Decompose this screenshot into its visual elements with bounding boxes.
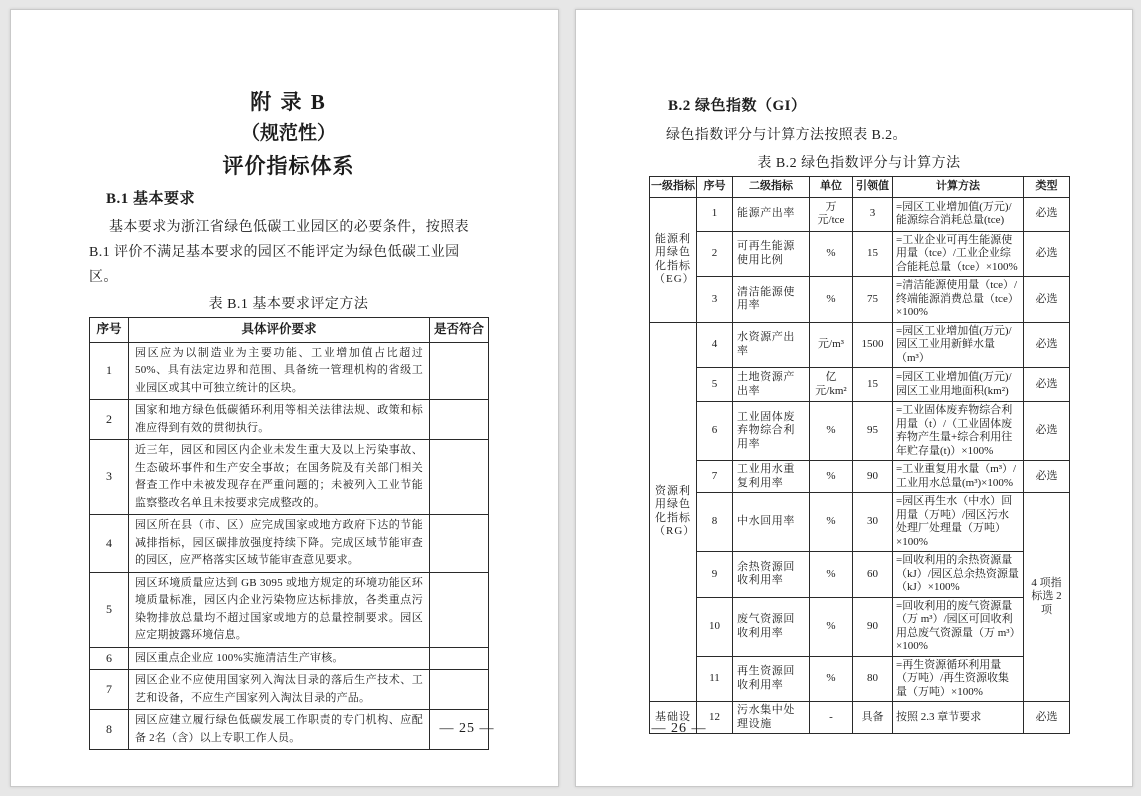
section-b2-paragraph: 绿色指数评分与计算方法按照表 B.2。 [666, 128, 907, 143]
col-header-requirement: 具体评价要求 [129, 318, 430, 343]
calculation-method: =园区工业增加值(万元)/园区工业用新鲜水量（m³） [893, 322, 1024, 368]
row-number: 12 [697, 702, 733, 734]
col-header-unit: 单位 [810, 177, 853, 198]
table-row [90, 572, 489, 647]
indicator-unit: % [810, 597, 853, 656]
leading-value: 90 [853, 597, 893, 656]
col-header-level2: 二级指标 [733, 177, 810, 198]
page-25 [10, 9, 559, 787]
table-row [650, 368, 1070, 402]
table-row [650, 231, 1070, 277]
indicator-name: 污水集中处理设施 [733, 702, 810, 734]
table-row [90, 647, 489, 670]
row-number: 6 [697, 402, 733, 461]
leading-value: 90 [853, 461, 893, 493]
row-number: 10 [697, 597, 733, 656]
shared-type-cell: 4 项指标选 2 项 [1024, 493, 1070, 702]
row-number: 2 [90, 400, 129, 440]
col-header-compliant: 是否符合 [430, 318, 489, 343]
row-number: 2 [697, 231, 733, 277]
indicator-name: 能源产出率 [733, 197, 810, 231]
row-number: 5 [697, 368, 733, 402]
leading-value: 75 [853, 277, 893, 323]
leading-value: 3 [853, 197, 893, 231]
indicator-unit: 万元/tce [810, 197, 853, 231]
paragraph-line: B.1 评价不满足基本要求的园区不能评定为绿色低碳工业园区。 [89, 245, 460, 285]
table-b2-caption: 表 B.2 绿色指数评分与计算方法 [757, 156, 961, 171]
page-26 [575, 9, 1133, 787]
indicator-type: 必选 [1024, 461, 1070, 493]
row-number: 8 [697, 493, 733, 552]
indicator-unit: % [810, 402, 853, 461]
indicator-unit: - [810, 702, 853, 734]
table-row [90, 440, 489, 515]
leading-value: 80 [853, 656, 893, 702]
compliance-cell [430, 400, 489, 440]
indicator-name: 中水回用率 [733, 493, 810, 552]
row-number: 3 [697, 277, 733, 323]
compliance-cell [430, 670, 489, 710]
calculation-method: =再生资源循环利用量（万吨）/再生资源收集量（万吨）×100% [893, 656, 1024, 702]
table-row [650, 552, 1070, 598]
table-row [90, 342, 489, 400]
row-number: 9 [697, 552, 733, 598]
compliance-cell [430, 440, 489, 515]
row-number: 7 [697, 461, 733, 493]
requirement-text: 园区所在县（市、区）应完成国家或地方政府下达的节能减排指标，园区碳排放强度持续下降。完成区域节能审查的园区，应严格落实区域节能审查意见要求。 [129, 515, 430, 573]
row-number: 4 [697, 322, 733, 368]
indicator-name: 工业固体废弃物综合利用率 [733, 402, 810, 461]
indicator-unit: % [810, 552, 853, 598]
requirement-text: 近三年，园区和园区内企业未发生重大及以上污染事故、生态破坏事件和生产安全事故；在国务院及有关部门相关督查工作中未被发现存在严重问题的；未被列入工业节能监察整改名单且未按要求完成整改的。 [129, 440, 430, 515]
calculation-method: =工业重复用水量（m³）/工业用水总量(m³)×100% [893, 461, 1024, 493]
calculation-method: =工业企业可再生能源使用量（tce）/工业企业综合能耗总量（tce）×100% [893, 231, 1024, 277]
row-number: 4 [90, 515, 129, 573]
table-row [650, 461, 1070, 493]
page-number: — 26 — [651, 721, 707, 736]
indicator-unit: % [810, 231, 853, 277]
table-row [650, 656, 1070, 702]
section-b2-heading: B.2 绿色指数（GI） [668, 98, 807, 114]
requirement-text: 园区环境质量应达到 GB 3095 或地方规定的环境功能区环境质量标准，园区内企业污染物应达标排放，各类重点污染物排放总量均不超过国家或地方的总量控制要求。园区应定期披露环境信息。 [129, 572, 430, 647]
indicator-name: 工业用水重复利用率 [733, 461, 810, 493]
col-header-number: 序号 [90, 318, 129, 343]
indicator-name: 可再生能源使用比例 [733, 231, 810, 277]
requirement-text: 园区应为以制造业为主要功能、工业增加值占比超过 50%、具有法定边界和范围、具备统一管理机构的省级工业园区或其中可独立统计的区块。 [129, 342, 430, 400]
leading-value: 15 [853, 368, 893, 402]
requirement-text: 国家和地方绿色低碳循环利用等相关法律法规、政策和标准应得到有效的贯彻执行。 [129, 400, 430, 440]
indicator-unit: 元/m³ [810, 322, 853, 368]
row-number: 5 [90, 572, 129, 647]
requirement-text: 园区企业不应使用国家列入淘汰目录的落后生产技术、工艺和设备，不应生产国家列入淘汰目录的产品。 [129, 670, 430, 710]
appendix-title-block [89, 86, 488, 183]
indicator-unit: 亿元/km² [810, 368, 853, 402]
indicator-unit: % [810, 656, 853, 702]
indicator-name: 再生资源回收利用率 [733, 656, 810, 702]
requirement-text: 园区重点企业应 100%实施清洁生产审核。 [129, 647, 430, 670]
row-number: 1 [90, 342, 129, 400]
table-b2-header-row [650, 177, 1070, 198]
calculation-method: =园区工业增加值(万元)/能源综合消耗总量(tce) [893, 197, 1024, 231]
page-number: — 25 — [439, 721, 495, 736]
calculation-method: =清洁能源使用量（tce）/终端能源消费总量（tce）×100% [893, 277, 1024, 323]
calculation-method: =回收利用的余热资源量（kJ）/园区总余热资源量（kJ）×100% [893, 552, 1024, 598]
col-header-type: 类型 [1024, 177, 1070, 198]
row-number: 8 [90, 710, 129, 750]
paragraph-line: 基本要求为浙江省绿色低碳工业园区的必要条件，按照表 [109, 220, 469, 235]
table-row [650, 493, 1070, 552]
leading-value: 95 [853, 402, 893, 461]
table-b1-caption: 表 B.1 基本要求评定方法 [208, 297, 369, 312]
group-label-infrastructure: 基础设 [650, 702, 697, 734]
section-b1-paragraph [89, 215, 486, 290]
calculation-method: =园区工业增加值(万元)/园区工业用地面积(km²) [893, 368, 1024, 402]
col-header-method: 计算方法 [893, 177, 1024, 198]
calculation-method: =园区再生水（中水）回用量（万吨）/园区污水处理厂处理量（万吨）×100% [893, 493, 1024, 552]
table-row [90, 400, 489, 440]
col-header-number: 序号 [697, 177, 733, 198]
indicator-type: 必选 [1024, 277, 1070, 323]
appendix-subtitle-normative: （规范性） [240, 123, 336, 144]
leading-value: 1500 [853, 322, 893, 368]
leading-value: 具备 [853, 702, 893, 734]
indicator-name: 水资源产出率 [733, 322, 810, 368]
calculation-method: =工业固体废弃物综合利用量（t）/（工业固体废弃物产生量+综合利用往年贮存量(t)）×100% [893, 402, 1024, 461]
table-row [650, 597, 1070, 656]
row-number: 1 [697, 197, 733, 231]
table-b1-header-row [90, 318, 489, 343]
indicator-type: 必选 [1024, 368, 1070, 402]
indicator-type: 必选 [1024, 231, 1070, 277]
indicator-name: 废气资源回收利用率 [733, 597, 810, 656]
indicator-type: 必选 [1024, 702, 1070, 734]
section-b1-heading: B.1 基本要求 [106, 191, 196, 207]
col-header-value: 引领值 [853, 177, 893, 198]
col-header-level1: 一级指标 [650, 177, 697, 198]
requirement-text: 园区应建立履行绿色低碳发展工作职责的专门机构、应配备 2名（含）以上专职工作人员。 [129, 710, 430, 750]
indicator-name: 清洁能源使用率 [733, 277, 810, 323]
indicator-type: 必选 [1024, 197, 1070, 231]
compliance-cell [430, 515, 489, 573]
indicator-unit: % [810, 461, 853, 493]
group-label-eg: 能源利用绿色化指标（EG） [650, 197, 697, 322]
compliance-cell [430, 647, 489, 670]
calculation-method: =回收利用的废气资源量（万 m³）/园区可回收利用总废气资源量（万 m³）×100% [893, 597, 1024, 656]
table-row [90, 515, 489, 573]
table-row [90, 670, 489, 710]
table-b2 [649, 176, 1070, 734]
leading-value: 15 [853, 231, 893, 277]
calculation-method: 按照 2.3 章节要求 [893, 702, 1024, 734]
compliance-cell [430, 342, 489, 400]
table-row [650, 197, 1070, 231]
group-label-rg: 资源利用绿色化指标（RG） [650, 322, 697, 702]
indicator-name: 余热资源回收利用率 [733, 552, 810, 598]
indicator-type: 必选 [1024, 402, 1070, 461]
leading-value: 30 [853, 493, 893, 552]
table-row [650, 277, 1070, 323]
indicator-unit: % [810, 277, 853, 323]
row-number: 11 [697, 656, 733, 702]
appendix-title: 附 录 B [250, 90, 327, 114]
leading-value: 60 [853, 552, 893, 598]
indicator-type: 必选 [1024, 322, 1070, 368]
row-number: 3 [90, 440, 129, 515]
table-row [650, 322, 1070, 368]
row-number: 6 [90, 647, 129, 670]
table-b1 [89, 317, 489, 750]
table-row [650, 402, 1070, 461]
appendix-subtitle-system: 评价指标体系 [222, 154, 355, 178]
row-number: 7 [90, 670, 129, 710]
compliance-cell [430, 572, 489, 647]
indicator-name: 土地资源产出率 [733, 368, 810, 402]
indicator-unit: % [810, 493, 853, 552]
